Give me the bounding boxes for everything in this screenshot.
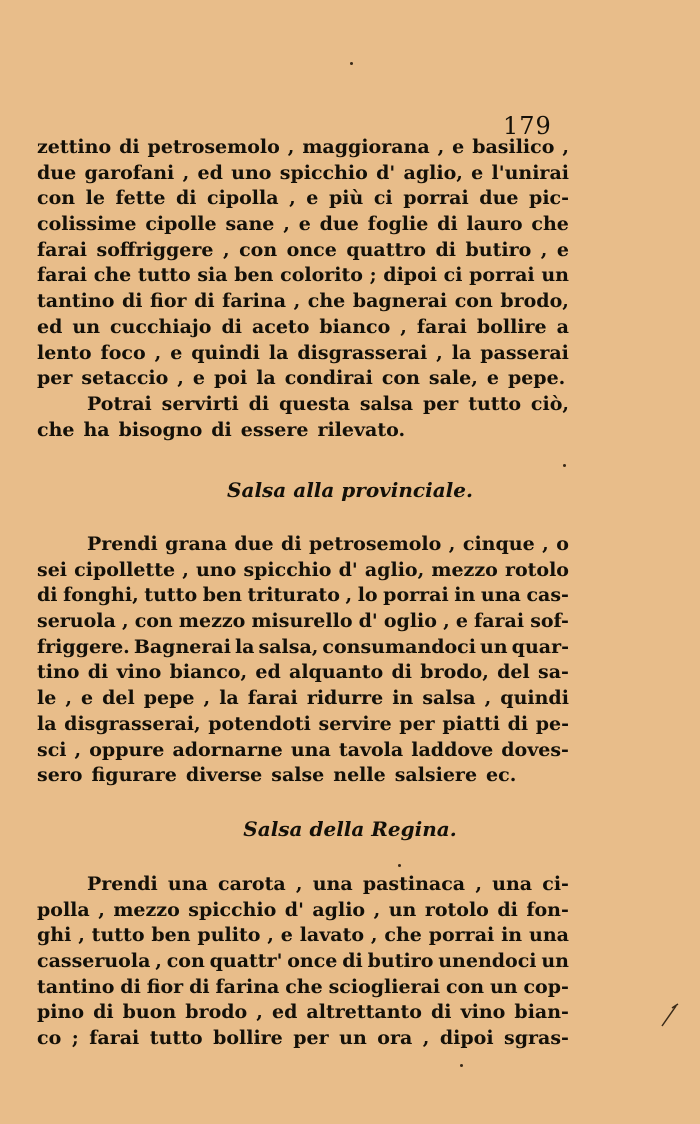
text-line: lento foco , e quindi la disgrasserai , la passerai <box>37 341 569 364</box>
ink-speck <box>398 864 401 867</box>
text-line: due garofani , ed uno spicchio d' aglio, e l'unirai <box>37 161 569 184</box>
text-line: le , e del pepe , la farai ridurre in salsa , quindi <box>37 687 569 710</box>
text-line: tantino di fior di farina , che bagnerai con brodo, <box>37 290 569 313</box>
heading-salsa-provinciale: Salsa alla provinciale. <box>227 478 473 502</box>
page-number: 179 <box>503 112 552 140</box>
text-line: Potrai servirti di questa salsa per tutto ciò, <box>87 392 569 415</box>
text-line: sci , oppure adornarne una tavola laddove doves- <box>37 738 569 761</box>
text-line: ghi , tutto ben pulito , e lavato , che porrai in una <box>37 924 569 947</box>
text-line: farai soffriggere , con once quattro di butiro , e <box>37 238 569 261</box>
ink-speck <box>460 1064 463 1067</box>
recipe-salsa-provinciale <box>37 532 569 789</box>
paragraph-continuation <box>37 135 569 443</box>
text-line: tantino di fior di farina che scioglierai con un cop- <box>37 975 569 998</box>
text-line: friggere. Bagnerai la salsa, consumandoci un quar- <box>37 635 569 658</box>
text-line: la disgrasserai, potendoti servire per piatti di pe- <box>37 712 569 735</box>
margin-pencil-mark <box>660 1002 680 1028</box>
ink-speck <box>563 464 566 467</box>
text-line: sei cipollette , uno spicchio d' aglio, mezzo rotolo <box>37 558 569 581</box>
text-line: per setaccio , e poi la condirai con sale, e pepe. <box>37 367 566 390</box>
text-line: pino di buon brodo , ed altrettanto di vino bian- <box>37 1001 569 1024</box>
text-line: tino di vino bianco, ed alquanto di brodo, del sa- <box>37 661 569 684</box>
text-line: colissime cipolle sane , e due foglie di lauro che <box>37 213 569 236</box>
text-line: Prendi una carota , una pastinaca , una ci- <box>87 873 569 895</box>
ink-speck <box>350 62 353 65</box>
text-line: Prendi grana due di petrosemolo , cinque , o <box>87 533 569 555</box>
recipe-salsa-regina <box>37 872 569 1052</box>
text-line: di fonghi, tutto ben triturato , lo porrai in una cas- <box>37 584 569 607</box>
text-line: con le fette di cipolla , e più ci porrai due pic- <box>37 187 569 210</box>
text-line: polla , mezzo spicchio d' aglio , un rotolo di fon- <box>37 898 569 921</box>
text-line: casseruola , con quattr' once di butiro unendoci un <box>37 950 569 973</box>
text-line: farai che tutto sia ben colorito ; dipoi ci porrai un <box>37 264 569 287</box>
text-line: zettino di petrosemolo , maggiorana , e basilico , <box>37 136 569 158</box>
text-line: co ; farai tutto bollire per un ora , dipoi sgras- <box>37 1027 569 1050</box>
heading-salsa-regina: Salsa della Regina. <box>243 817 457 841</box>
text-line: sero figurare diverse salse nelle salsiere ec. <box>37 764 517 787</box>
text-line: che ha bisogno di essere rilevato. <box>37 418 406 441</box>
text-line: seruola , con mezzo misurello d' oglio , e farai sof- <box>37 610 569 633</box>
text-line: ed un cucchiajo di aceto bianco , farai bollire a <box>37 315 569 338</box>
